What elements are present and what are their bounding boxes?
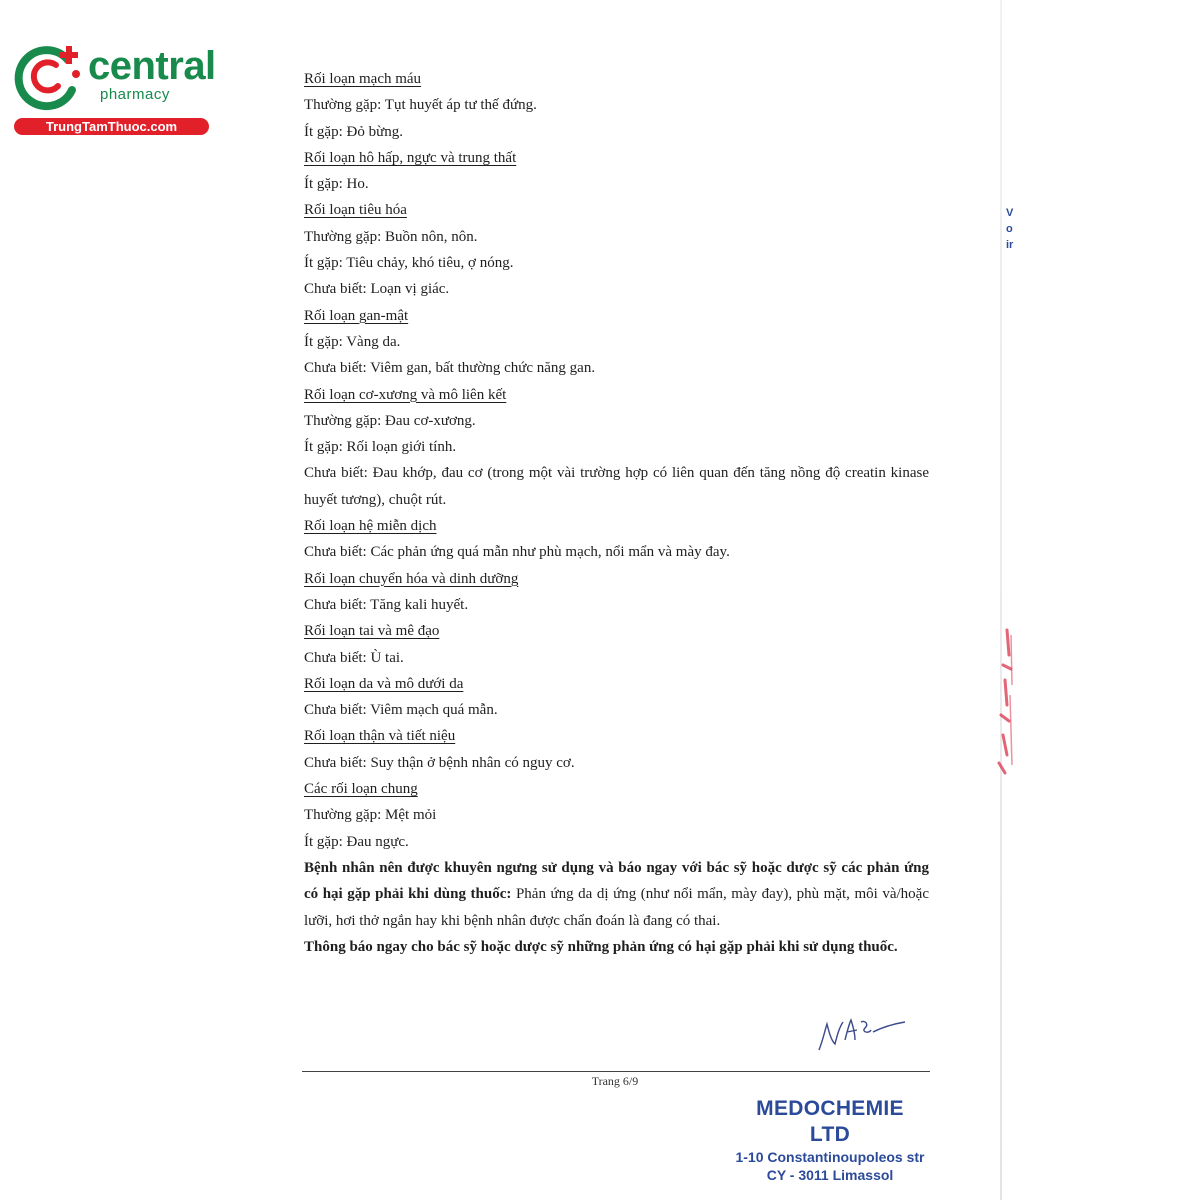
body-line: Ít gặp: Tiêu chảy, khó tiêu, ợ nóng.: [304, 255, 514, 272]
body-line: Thường gặp: Mệt mỏi: [304, 807, 437, 824]
section-heading: Rối loạn tiêu hóa: [304, 202, 407, 219]
body-line: Ít gặp: Vàng da.: [304, 333, 401, 350]
body-line: Chưa biết: Viêm gan, bất thường chức năng gan.: [304, 360, 596, 377]
logo-subtitle: pharmacy: [100, 86, 170, 103]
section-heading: Rối loạn hệ miễn dịch: [304, 518, 437, 535]
logo-mark-icon: [12, 38, 88, 114]
body-line: Thường gặp: Buồn nôn, nôn.: [304, 228, 478, 245]
body-line: Thường gặp: Đau cơ-xương.: [304, 412, 476, 429]
company-stamp: [735, 1096, 925, 1184]
central-pharmacy-logo: [12, 38, 217, 138]
page-edge: [1000, 0, 1002, 1200]
body-line: Chưa biết: Đau khớp, đau cơ (trong một vài trường hợp có liên quan đến tăng nồng độ creatin kinase huyết tương), chuột rút.: [304, 465, 929, 508]
body-line: Chưa biết: Loạn vị giác.: [304, 281, 450, 298]
body-line: Chưa biết: Ù tai.: [304, 649, 404, 666]
body-line: Ít gặp: Đau ngực.: [304, 833, 409, 850]
section-heading: Rối loạn hô hấp, ngực và trung thất: [304, 149, 517, 166]
warning-bold-text: Bệnh nhân nên được khuyên ngưng sử dụng và báo ngay với bác sỹ hoặc dược sỹ các phản ứng có hại gặp phải khi dùng thuốc:: [304, 859, 929, 903]
body-line: Chưa biết: Tăng kali huyết.: [304, 596, 469, 613]
section-heading: Rối loạn tai và mê đạo: [304, 623, 440, 640]
logo-site-url: TrungTamThuoc.com: [14, 118, 209, 135]
signature-mark: [815, 1010, 910, 1055]
section-heading: Rối loạn da và mô dưới da: [304, 675, 464, 692]
section-heading: Rối loạn cơ-xương và mô liên kết: [304, 386, 507, 403]
document-body: [304, 66, 929, 960]
page-number: Trang 6/9: [591, 1074, 639, 1088]
notice-paragraph: Thông báo ngay cho bác sỹ hoặc dược sỹ những phản ứng có hại gặp phải khi sử dụng thuốc.: [304, 938, 898, 955]
body-line: Chưa biết: Các phản ứng quá mẫn như phù mạch, nổi mẩn và mày đay.: [304, 544, 730, 561]
body-line: Ít gặp: Rối loạn giới tính.: [304, 439, 457, 456]
edge-stamp-fragment: V o ir: [1006, 207, 1014, 251]
company-name: MEDOCHEMIE LTD: [756, 1097, 904, 1146]
section-heading: Rối loạn mạch máu: [304, 71, 422, 87]
company-address-line1: 1-10 Constantinoupoleos str: [735, 1149, 925, 1165]
red-stamp-fragment: [985, 625, 1015, 775]
section-heading: Các rối loạn chung: [304, 781, 418, 798]
body-line: Chưa biết: Viêm mạch quá mẫn.: [304, 702, 498, 719]
section-heading: Rối loạn chuyển hóa và dinh dưỡng: [304, 570, 519, 587]
warning-paragraph: [304, 855, 929, 934]
body-line: Chưa biết: Suy thận ở bệnh nhân có nguy cơ.: [304, 754, 575, 771]
body-line: Thường gặp: Tụt huyết áp tư thế đứng.: [304, 97, 537, 114]
body-line: Ít gặp: Đỏ bừng.: [304, 123, 403, 140]
body-line: Ít gặp: Ho.: [304, 176, 369, 193]
section-heading: Rối loạn thận và tiết niệu: [304, 728, 456, 745]
section-heading: Rối loạn gan-mật: [304, 307, 409, 324]
footer-rule: [302, 1071, 930, 1072]
logo-brand-text: central: [88, 44, 216, 88]
warning-rest-text: Phản ứng da dị ứng (như nổi mẩn, mày đay), phù mặt, môi và/hoặc lưỡi, hơi thở ngắn hay khi bệnh nhân được chẩn đoán là đang có thai.: [304, 886, 930, 929]
company-address-line2: CY - 3011 Limassol: [766, 1167, 894, 1183]
